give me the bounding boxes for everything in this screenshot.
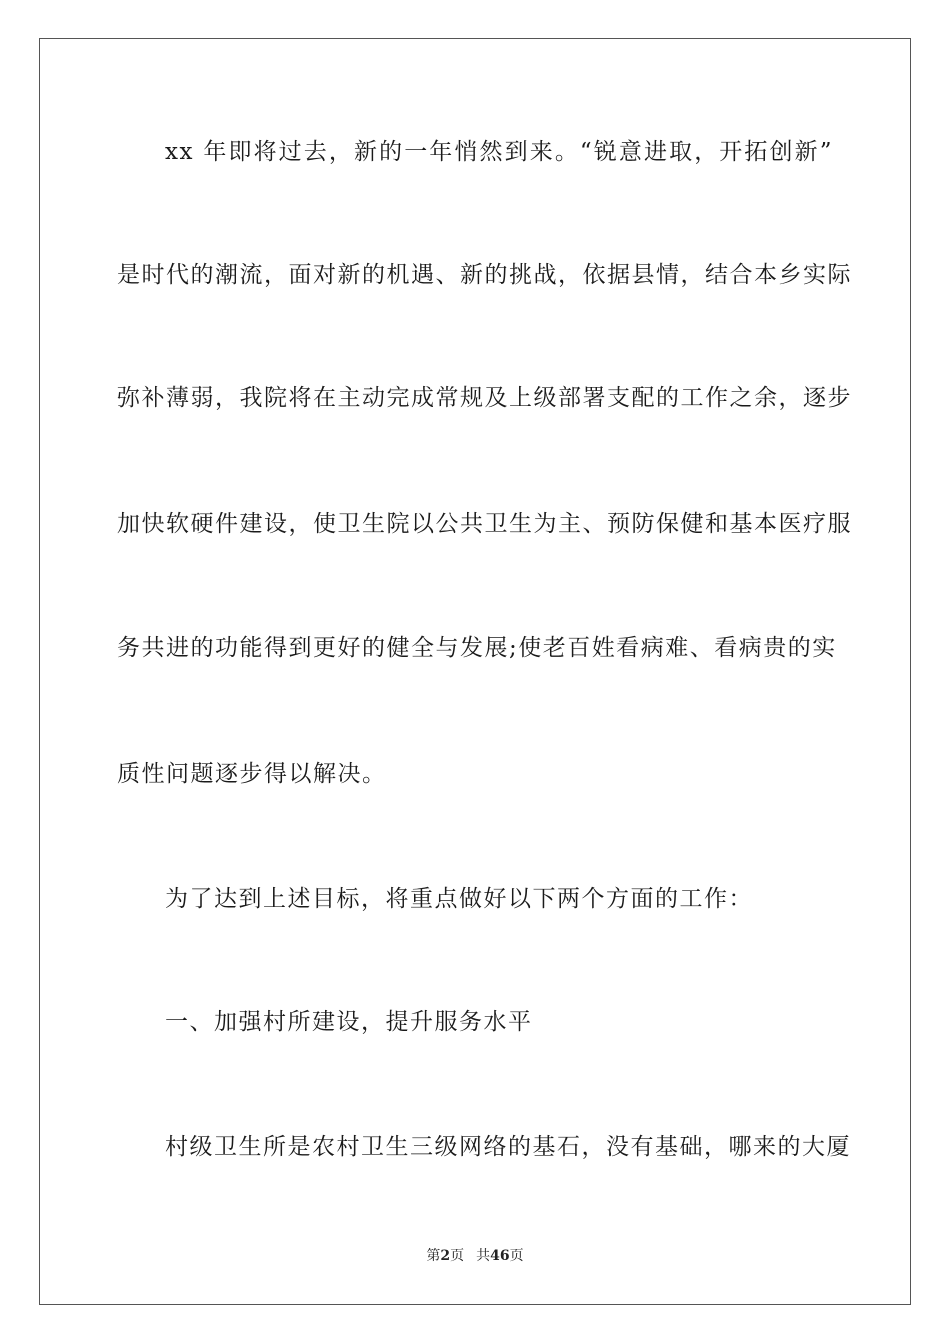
section-heading: 一、加强村所建设，提升服务水平 <box>165 1009 533 1035</box>
page-footer <box>0 1247 950 1265</box>
footer-page-prefix: 第 <box>426 1248 441 1264</box>
paragraph-intro-line: 为了达到上述目标，将重点做好以下两个方面的工作： <box>165 886 753 912</box>
paragraph-line-3: 弥补薄弱，我院将在主动完成常规及上级部署支配的工作之余，逐步 <box>117 385 852 411</box>
footer-total-pages: 46 <box>490 1248 510 1264</box>
footer-total-prefix: 共 <box>476 1248 491 1264</box>
page-border <box>39 38 911 1305</box>
paragraph-line-1: xx 年即将过去，新的一年悄然到来。“锐意进取，开拓创新” <box>165 139 833 165</box>
paragraph-line-5: 务共进的功能得到更好的健全与发展;使老百姓看病难、看病贵的实 <box>117 635 837 661</box>
paragraph-line-6: 质性问题逐步得以解决。 <box>117 761 387 787</box>
footer-page-number: 2 <box>440 1248 451 1264</box>
paragraph-line-4: 加快软硬件建设，使卫生院以公共卫生为主、预防保健和基本医疗服 <box>117 511 852 537</box>
footer-page-suffix: 页 <box>450 1248 465 1264</box>
footer-total-suffix: 页 <box>509 1248 524 1264</box>
paragraph-line-2: 是时代的潮流，面对新的机遇、新的挑战，依据县情，结合本乡实际 <box>117 262 852 288</box>
paragraph-line-9: 村级卫生所是农村卫生三级网络的基石，没有基础，哪来的大厦 <box>165 1134 851 1160</box>
